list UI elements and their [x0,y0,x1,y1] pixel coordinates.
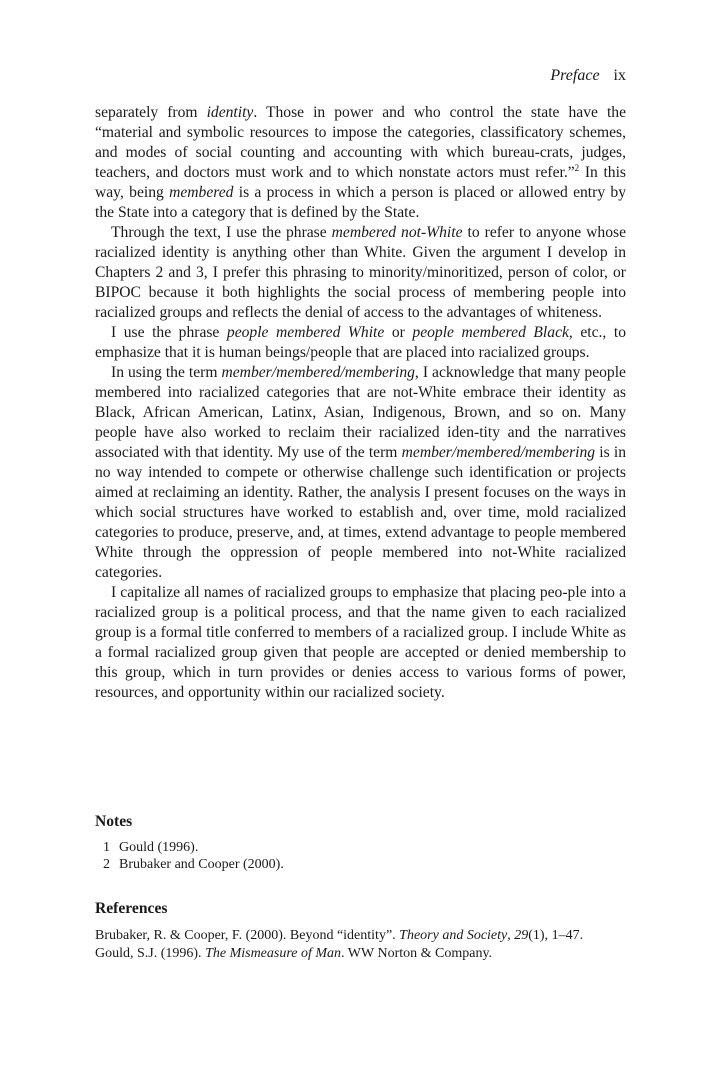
note-text: Brubaker and Cooper (2000). [119,857,284,872]
italic-term: identity [206,104,254,121]
paragraph [95,103,626,223]
reference-entry [95,927,626,945]
paragraph [95,323,626,363]
note-text: Gould (1996). [119,840,199,855]
notes-heading: Notes [95,813,133,830]
text-run: Gould, S.J. (1996). [95,946,206,961]
note-reference: 2 [574,163,580,173]
journal-title: Theory and Society [399,928,508,943]
text-run: (1), 1–47. [528,928,584,943]
text-run: I use the phrase [111,324,227,341]
text-run: . WW Norton & Company. [341,946,493,961]
note-item [103,839,623,856]
references-heading: References [95,900,168,917]
text-run: or [384,324,413,341]
references-list [95,927,626,963]
note-number: 2 [103,857,110,872]
text-run: In using the term [111,364,222,381]
paragraph [95,223,626,323]
text-run: is a process in which a person is placed or allowed entry by the State into a category that is defined by the State. [95,184,627,221]
text-run: Brubaker, R. & Cooper, F. (2000). Beyond “identity”. [95,928,400,943]
italic-term: people membered Black [412,324,569,341]
text-run: to refer to anyone whose racialized identity is anything other than White. Given the argument I develop in Chapters 2 and 3, I prefer this phrasing to minority/minoritized, person of color, or BIPOC because it both highlights the social process of membering people into racialized groups and reflects the denial of access to the advantages of whiteness. [95,224,627,321]
italic-term: membered [169,184,234,201]
italic-term: people membered White [226,324,385,341]
paragraph [95,583,626,703]
text-run: , I acknowledge that many people membered into racialized categories that are not-White embrace their identity as Black, African American, Latinx, Asian, Indigenous, Brown, and so on. Many people have also worked to reclaim their racialized iden-tity and the narratives associated with that identity. My use of the term [95,364,626,461]
text-run: In this way, being [95,164,626,201]
reference-entry [95,945,626,963]
text-run: , [507,928,515,943]
italic-term: member/membered/membering [221,364,415,381]
text-run: separately from [95,104,207,121]
text-run: . Those in power and who control the state have the “material and symbolic resources to impose the categories, classificatory schemes, and modes of social counting and accounting with which bureau-crats, judges, teachers, and doctors must work and to which nonstate actors must refer.” [95,104,626,181]
text-run: I capitalize all names of racialized groups to emphasize that placing peo-ple into a racialized group is a political process, and that the name given to each racialized group is a formal title conferred to members of a racialized group. I include White as a formal racialized group given that people are accepted or denied membership to this group, which in turn provides or denies access to various forms of power, resources, and opportunity within our racialized society. [95,584,626,701]
text-run: is in no way intended to compete or otherwise challenge such identification or projects aimed at reclaiming an identity. Rather, the analysis I present focuses on the ways in which social structures have worked to establish and, over time, mold racialized categories to produce, preserve, and, at times, extend advantage to people membered White through the oppression of people membered into not-White racialized categories. [95,444,627,581]
page-number: ix [613,67,626,84]
text-run: Through the text, I use the phrase [111,224,332,241]
running-head-title: Preface [550,67,600,84]
book-title: The Mismeasure of Man [205,946,342,961]
notes-list [103,839,623,873]
note-item [103,856,623,873]
text-run: , etc., to emphasize that it is human beings/people that are placed into racialized groups. [95,324,627,361]
italic-term: member/membered/membering [401,444,596,461]
note-number: 1 [103,840,110,855]
body-text [95,103,626,703]
italic-term: membered not-White [331,224,463,241]
paragraph [95,363,626,583]
volume: 29 [514,928,529,943]
running-head [95,66,626,86]
